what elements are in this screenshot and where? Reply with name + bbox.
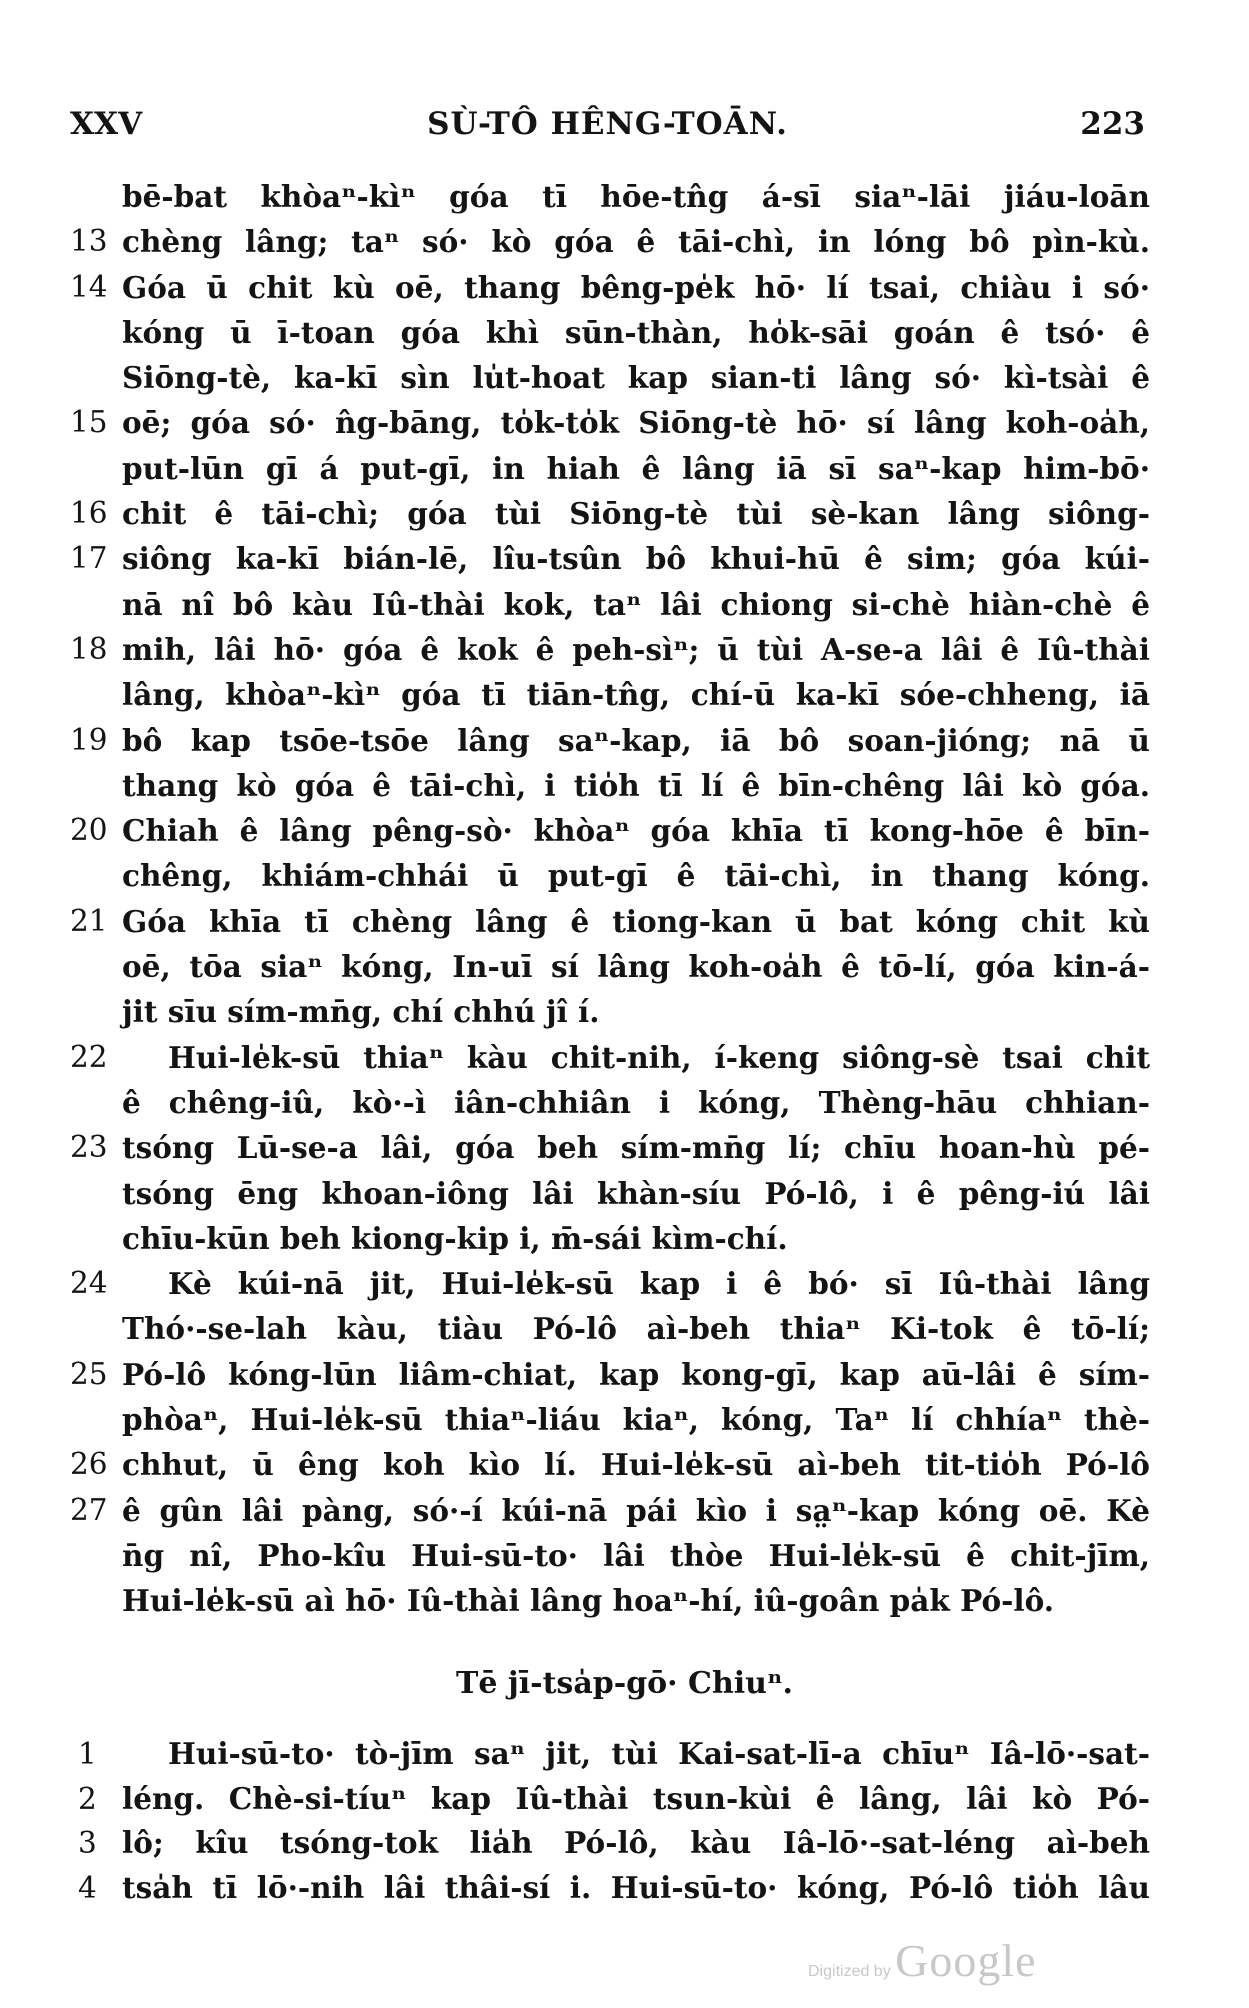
- verse-number: 20: [70, 813, 108, 848]
- line-text: chit ê tāi-chì; góa tùi Siōng-tè tùi sè-kan lâng siông-: [122, 496, 1150, 532]
- text-line: [70, 536, 1150, 581]
- line-text: Chiah ê lâng pêng-sò· khòaⁿ góa khīa tī kong-hōe ê bīn-: [122, 813, 1150, 849]
- text-line: [70, 1578, 1150, 1623]
- google-logo: Google: [895, 1935, 1037, 1986]
- watermark-prefix: Digitized by: [808, 1963, 891, 1980]
- chapter-roman-numeral: XXV: [70, 106, 143, 142]
- verse-number: 15: [70, 405, 108, 440]
- text-line: [70, 1216, 1150, 1261]
- line-text: siông ka-kī bián-lē, lîu-tsûn bô khui-hū ê sim; góa kúi-: [122, 541, 1150, 577]
- line-text: tsóng Lū-se-a lâi, góa beh sím-mn̄g lí; chīu hoan-hù pé-: [122, 1130, 1150, 1166]
- text-line: [70, 355, 1150, 400]
- text-line: [70, 808, 1150, 853]
- text-line: [70, 1352, 1150, 1397]
- text-line: [70, 582, 1150, 627]
- text-line: [70, 1732, 1150, 1777]
- line-text: kóng ū ī-toan góa khì sūn-thàn, ho̍k-sāi goán ê tsó· ê: [122, 314, 1150, 350]
- text-line: [70, 853, 1150, 898]
- verse-number: 26: [70, 1447, 108, 1482]
- line-text: lô; kîu tsóng-tok lia̍h Pó-lô, kàu Iâ-lō·-sat-léng aì-beh: [122, 1825, 1150, 1860]
- line-text: chèng lâng; taⁿ só· kò góa ê tāi-chì, in lóng bô pìn-kù.: [122, 224, 1150, 260]
- text-line: [70, 944, 1150, 989]
- line-text: léng. Chè-si-tíuⁿ kap Iû-thài tsun-kùi ê lâng, lâi kò Pó-: [122, 1780, 1150, 1816]
- line-text: n̄g nî, Pho-kîu Hui-sū-to· lâi thòe Hui-le̍k-sū ê chit-jīm,: [122, 1537, 1150, 1573]
- text-line: [70, 989, 1150, 1034]
- line-text: mih, lâi hō· góa ê kok ê peh-sìⁿ; ū tùi A-se-a lâi ê Iû-thài: [122, 631, 1150, 667]
- line-text: chêng, khiám-chhái ū put-gī ê tāi-chì, in thang kóng.: [122, 858, 1150, 894]
- text-line: [70, 718, 1150, 763]
- chapter-24-text: [70, 174, 1150, 1624]
- line-text: Kè kúi-nā jit, Hui-le̍k-sū kap i ê bó· sī Iû-thài lâng: [168, 1266, 1150, 1302]
- verse-number: 22: [70, 1039, 108, 1074]
- text-line: [70, 265, 1150, 310]
- text-line: [70, 1442, 1150, 1487]
- text-line: [70, 1533, 1150, 1578]
- line-text: ê gûn lâi pàng, só·-í kúi-nā pái kìo i sa̤ⁿ-kap kóng oē. Kè: [122, 1492, 1150, 1528]
- text-line: [70, 491, 1150, 536]
- text-line: [70, 310, 1150, 355]
- text-line: [70, 1306, 1150, 1351]
- line-text: lâng, khòaⁿ-kìⁿ góa tī tiān-tn̂g, chí-ū ka-kī sóe-chheng, iā: [122, 677, 1150, 713]
- line-text: tsóng ēng khoan-iông lâi khàn-síu Pó-lô, i ê pêng-iú lâi: [122, 1175, 1150, 1211]
- text-line: [70, 1261, 1150, 1306]
- text-line: [70, 174, 1150, 219]
- line-text: Hui-sū-to· tò-jīm saⁿ jit, tùi Kai-sat-lī-a chīuⁿ Iâ-lō·-sat-: [168, 1736, 1150, 1771]
- book-title: SÙ-TÔ HÊNG-TOĀN.: [427, 106, 788, 142]
- running-header: [70, 106, 1145, 156]
- text-line: [70, 627, 1150, 672]
- digitized-by-google-watermark: [808, 1934, 1037, 1987]
- line-text: oē; góa só· n̂g-bāng, to̍k-to̍k Siōng-tè hō· sí lâng koh-oa̍h,: [122, 405, 1150, 441]
- text-line: [70, 400, 1150, 445]
- page-number: 223: [1080, 106, 1145, 142]
- verse-number: 19: [70, 722, 108, 757]
- line-text: put-lūn gī á put-gī, in hiah ê lâng iā sī saⁿ-kap him-bō·: [122, 450, 1150, 486]
- verse-number: 23: [70, 1130, 108, 1165]
- text-line: [70, 1777, 1150, 1822]
- line-text: bē-bat khòaⁿ-kìⁿ góa tī hōe-tn̂g á-sī siaⁿ-lāi jiáu-loān: [122, 179, 1150, 214]
- text-line: [70, 1125, 1150, 1170]
- text-line: [70, 763, 1150, 808]
- line-text: Pó-lô kóng-lūn liâm-chiat, kap kong-gī, kap aū-lâi ê sím-: [122, 1356, 1150, 1392]
- verse-number: 25: [70, 1356, 108, 1391]
- verse-number: 14: [70, 269, 108, 304]
- text-line: [70, 1866, 1150, 1911]
- line-text: ê chêng-iû, kò·-ì iân-chhiân i kóng, Thèng-hāu chhian-: [122, 1084, 1150, 1120]
- text-line: [70, 1080, 1150, 1125]
- verse-number: 3: [78, 1826, 97, 1860]
- line-text: Thó·-se-lah kàu, tiàu Pó-lô aì-beh thiaⁿ Ki-tok ê tō-lí;: [122, 1311, 1150, 1347]
- verse-number: 17: [70, 541, 108, 576]
- line-text: chhut, ū êng koh kìo lí. Hui-le̍k-sū aì-beh tit-tio̍h Pó-lô: [122, 1447, 1150, 1483]
- verse-number: 24: [70, 1266, 108, 1301]
- text-line: [70, 1821, 1150, 1866]
- line-text: phòaⁿ, Hui-le̍k-sū thiaⁿ-liáu kiaⁿ, kóng, Taⁿ lí chhíaⁿ thè-: [122, 1402, 1150, 1438]
- verse-number: 4: [78, 1870, 97, 1905]
- line-text: Góa khīa tī chèng lâng ê tiong-kan ū bat kóng chit kù: [122, 903, 1150, 939]
- verse-number: 18: [70, 631, 108, 666]
- line-text: Góa ū chit kù oē, thang bêng-pe̍k hō· lí tsai, chiàu i só·: [122, 269, 1150, 305]
- line-text: oē, tōa siaⁿ kóng, In-uī sí lâng koh-oa̍h ê tō-lí, góa kin-á-: [122, 949, 1150, 985]
- text-line: [70, 1397, 1150, 1442]
- text-line: [70, 219, 1150, 264]
- line-text: Hui-le̍k-sū thiaⁿ kàu chit-nih, í-keng siông-sè tsai chit: [168, 1039, 1150, 1075]
- line-text: chīu-kūn beh kiong-kip i, m̄-sái kìm-chí.: [122, 1220, 788, 1256]
- verse-number: 2: [78, 1781, 97, 1816]
- line-text: Hui-le̍k-sū aì hō· Iû-thài lâng hoaⁿ-hí, iû-goân pa̍k Pó-lô.: [122, 1583, 1055, 1619]
- text-line: [70, 1171, 1150, 1216]
- verse-number: 27: [70, 1492, 108, 1527]
- text-line: [70, 672, 1150, 717]
- text-line: [70, 446, 1150, 491]
- line-text: nā nî bô kàu Iû-thài kok, taⁿ lâi chiong si-chè hiàn-chè ê: [122, 586, 1150, 622]
- verse-number: 1: [78, 1737, 97, 1771]
- line-text: jit sīu sím-mn̄g, chí chhú jî í.: [122, 994, 600, 1030]
- verse-number: 16: [70, 496, 108, 531]
- verse-number: 13: [70, 224, 108, 259]
- line-text: thang kò góa ê tāi-chì, i tio̍h tī lí ê bīn-chêng lâi kò góa.: [122, 767, 1150, 803]
- line-text: tsa̍h tī lō·-nih lâi thâi-sí i. Hui-sū-to· kóng, Pó-lô tio̍h lâu: [122, 1869, 1150, 1905]
- text-line: [70, 899, 1150, 944]
- chapter-25-title: Tē jī-tsa̍p-gō· Chiuⁿ.: [456, 1666, 793, 1701]
- line-text: bô kap tsōe-tsōe lâng saⁿ-kap, iā bô soan-jióng; nā ū: [122, 722, 1150, 758]
- text-line: [70, 1488, 1150, 1533]
- text-line: [70, 1035, 1150, 1080]
- line-text: Siōng-tè, ka-kī sìn lu̍t-hoat kap sian-ti lâng só· kì-tsài ê: [122, 360, 1150, 396]
- verse-number: 21: [70, 903, 108, 938]
- chapter-25-text: [70, 1732, 1150, 1910]
